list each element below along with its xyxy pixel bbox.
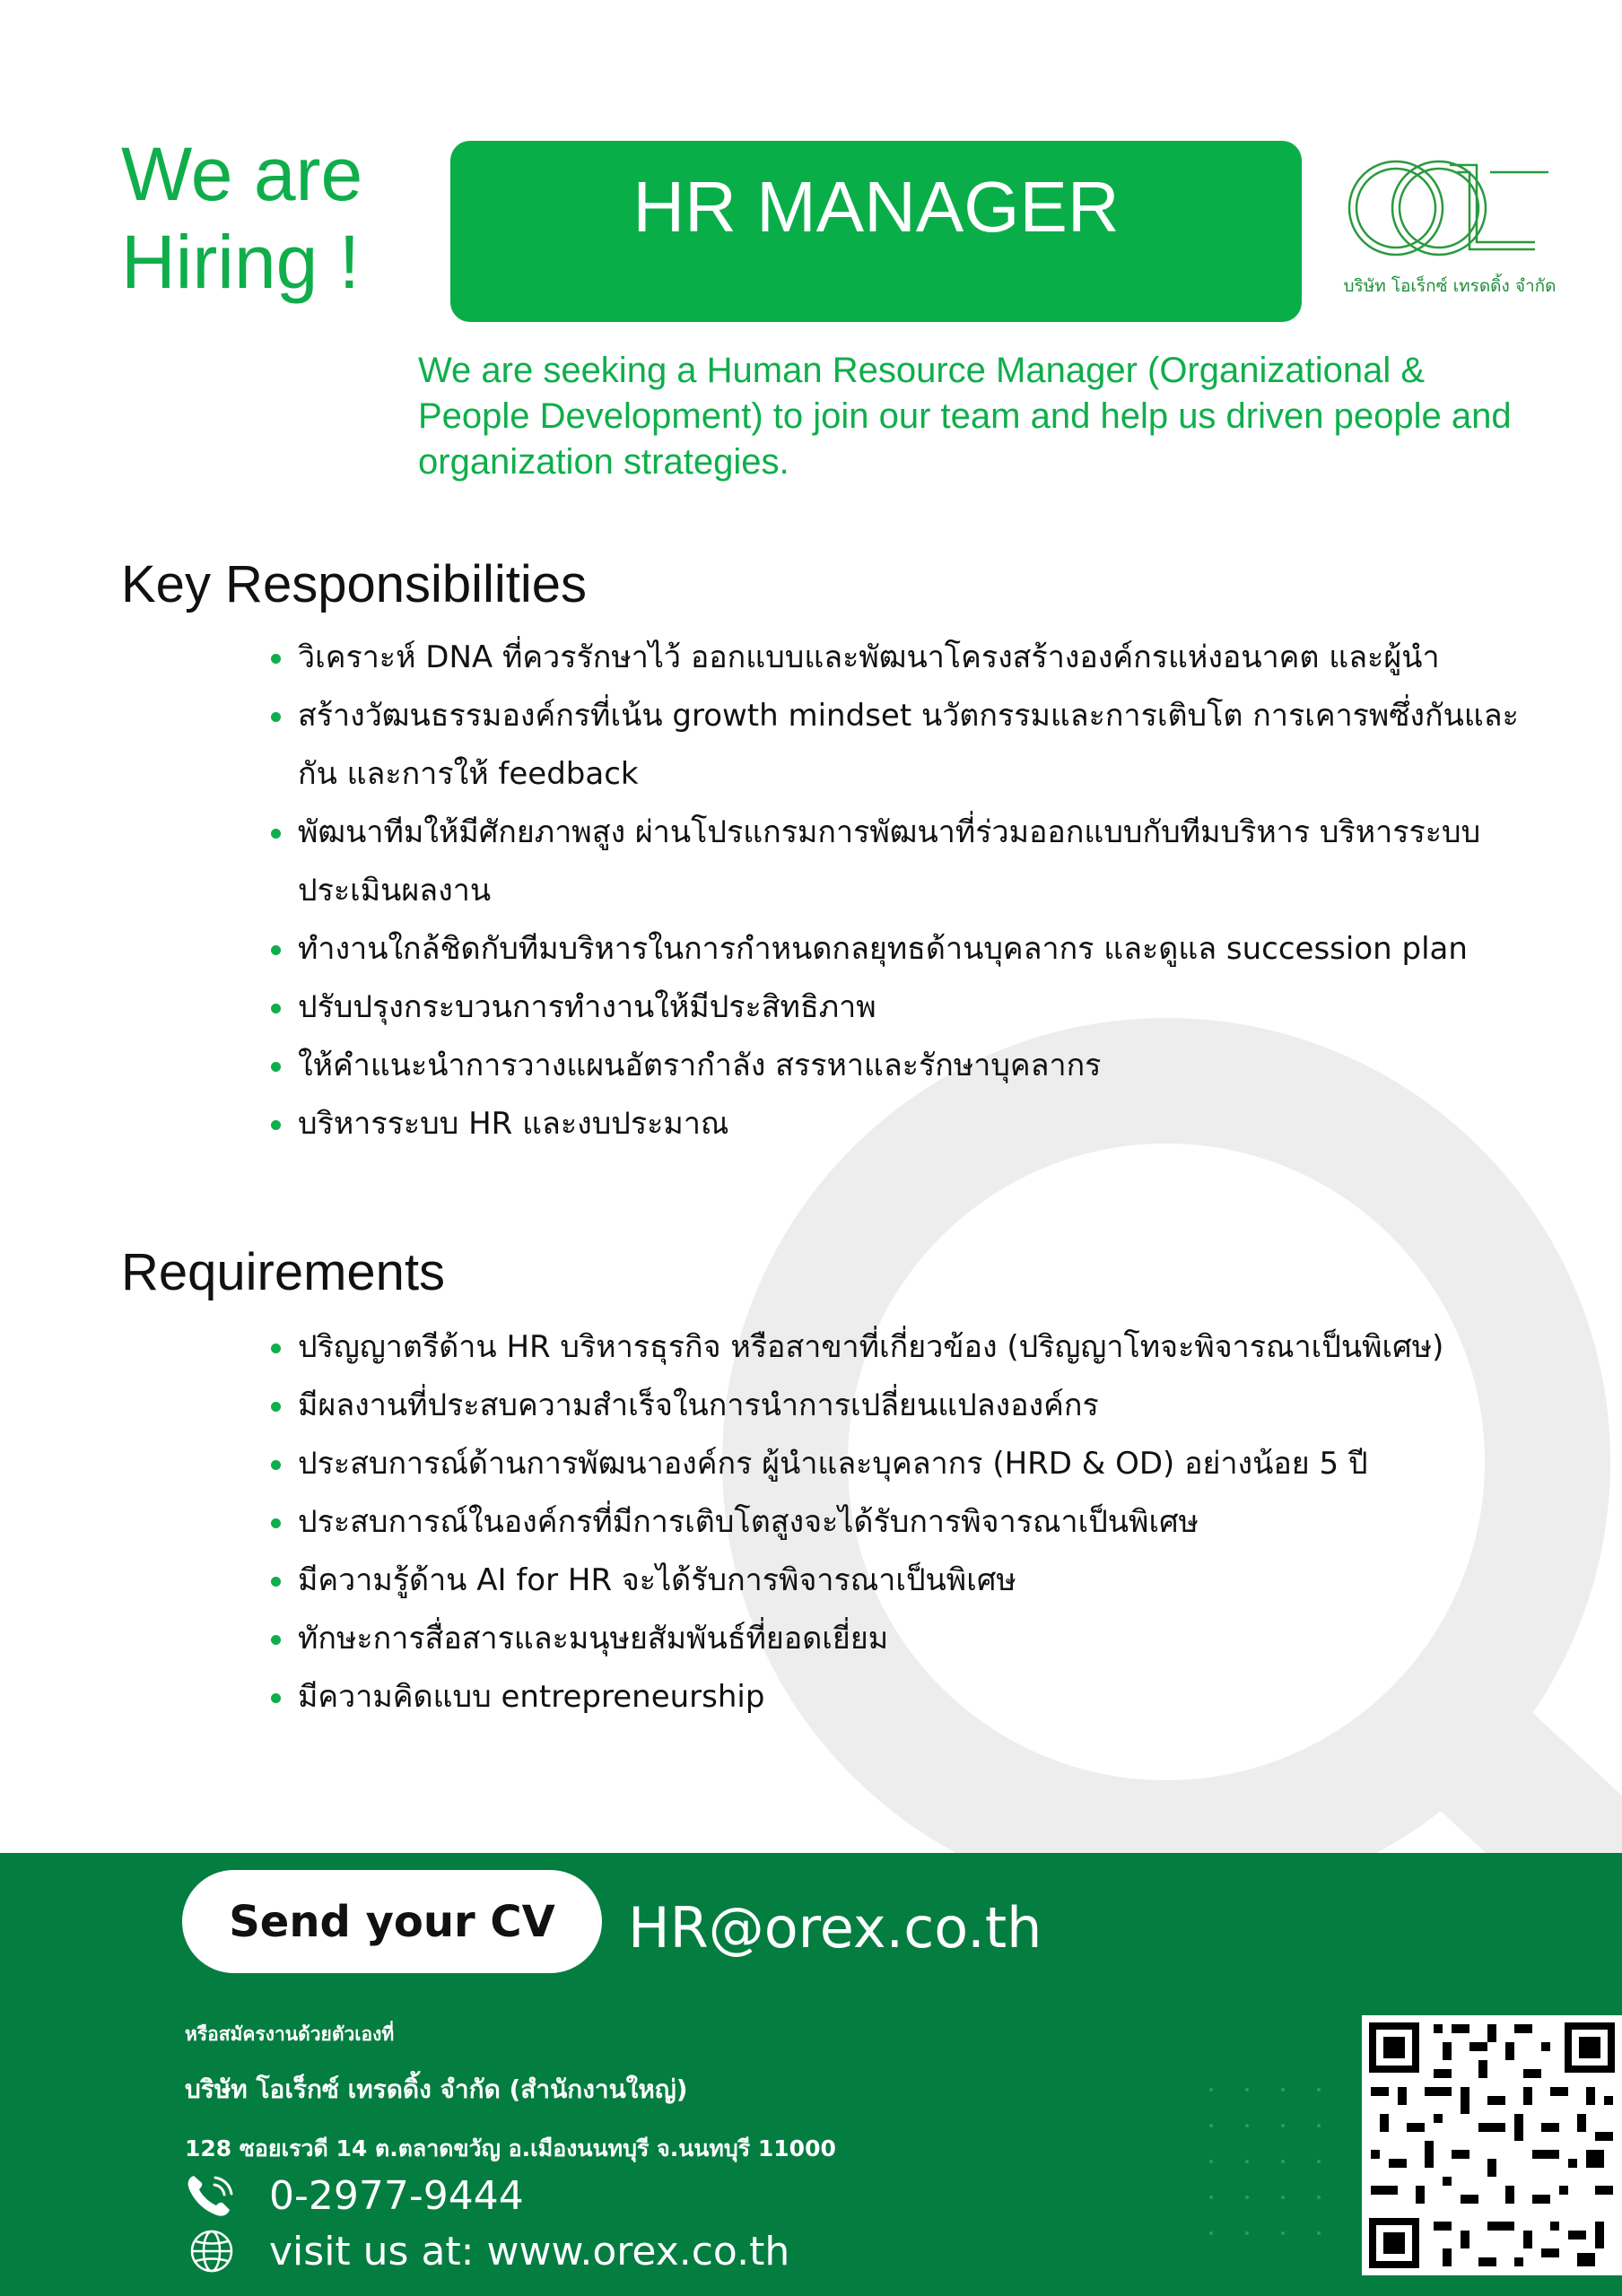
phone-number[interactable]: 0-2977-9444: [269, 2172, 524, 2219]
list-item: พัฒนาทีมให้มีศักยภาพสูง ผ่านโปรแกรมการพัฒนาที่ร่วมออกแบบกับทีมบริหาร บริหารระบบประเมินผลงาน: [269, 804, 1525, 920]
company-address: 128 ซอยเรวดี 14 ต.ตลาดขวัญ อ.เมืองนนทบุรี จ.นนทบุรี 11000: [185, 2135, 836, 2161]
list-item: ทักษะการสื่อสารและมนุษยสัมพันธ์ที่ยอดเยี่ยม: [269, 1610, 1525, 1668]
requirements-title: Requirements: [121, 1243, 446, 1301]
responsibilities-list: [269, 629, 1525, 1153]
website-link[interactable]: visit us at: www.orex.co.th: [269, 2228, 790, 2274]
logo-text: บริษัท โอเร็กซ์ เทรดดิ้ง จำกัด: [1343, 276, 1557, 296]
list-item: วิเคราะห์ DNA ที่ควรรักษาไว้ ออกแบบและพัฒนาโครงสร้างองค์กรแห่งอนาคต และผู้นำ: [269, 629, 1525, 687]
list-item: ทำงานใกล้ชิดกับทีมบริหารในการกำหนดกลยุทธด้านบุคลากร และดูแล succession plan: [269, 920, 1525, 978]
send-cv-button[interactable]: Send your CV: [182, 1870, 602, 1973]
job-title-banner: [450, 141, 1302, 322]
email-link[interactable]: HR@orex.co.th: [628, 1895, 1042, 1961]
responsibilities-title: Key Responsibilities: [121, 555, 588, 613]
company-logo: [1342, 152, 1557, 300]
list-item: ประสบการณ์ในองค์กรที่มีการเติบโตสูงจะได้รับการพิจารณาเป็นพิเศษ: [269, 1493, 1525, 1552]
phone-row[interactable]: [185, 2172, 524, 2219]
list-item: ประสบการณ์ด้านการพัฒนาองค์กร ผู้นำและบุคลากร (HRD & OD) อย่างน้อย 5 ปี: [269, 1435, 1525, 1493]
list-item: ปริญญาตรีด้าน HR บริหารธุรกิจ หรือสาขาที่เกี่ยวข้อง (ปริญญาโทจะพิจารณาเป็นพิเศษ): [269, 1318, 1525, 1377]
phone-icon: [185, 2172, 239, 2219]
list-item: บริหารระบบ HR และงบประมาณ: [269, 1095, 1525, 1153]
apply-note: หรือสมัครงานด้วยตัวเองที่: [185, 2023, 395, 2045]
job-title: HR MANAGER: [632, 167, 1120, 247]
list-item: สร้างวัฒนธรรมองค์กรที่เน้น growth mindset นวัตกรรมและการเติบโต การเคารพซึ่งกันและกัน และการให้ feedback: [269, 687, 1525, 804]
list-item: ให้คำแนะนำการวางแผนอัตรากำลัง สรรหาและรักษาบุคลากร: [269, 1037, 1525, 1095]
list-item: มีความคิดแบบ entrepreneurship: [269, 1668, 1525, 1726]
list-item: มีผลงานที่ประสบความสำเร็จในการนำการเปลี่ยนแปลงองค์กร: [269, 1377, 1525, 1435]
qr-code-icon[interactable]: [1362, 2015, 1622, 2275]
orex-logo-icon: [1342, 152, 1557, 269]
list-item: มีความรู้ด้าน AI for HR จะได้รับการพิจารณาเป็นพิเศษ: [269, 1552, 1525, 1610]
list-item: ปรับปรุงกระบวนการทำงานให้มีประสิทธิภาพ: [269, 978, 1525, 1037]
hiring-heading: [121, 130, 362, 306]
hiring-line-1: We are: [121, 132, 363, 216]
globe-icon: [185, 2228, 239, 2274]
requirements-list: [269, 1318, 1525, 1726]
decorative-dots-icon: [1202, 2081, 1355, 2260]
website-row[interactable]: [185, 2228, 789, 2274]
company-name: บริษัท โอเร็กซ์ เทรดดิ้ง จำกัด (สำนักงานใหญ่): [185, 2074, 688, 2104]
hiring-line-2: Hiring !: [121, 220, 361, 304]
intro-text: We are seeking a Human Resource Manager (Organizational & People Development) to join our team and help us driven people and organization strategies.: [418, 351, 1512, 482]
